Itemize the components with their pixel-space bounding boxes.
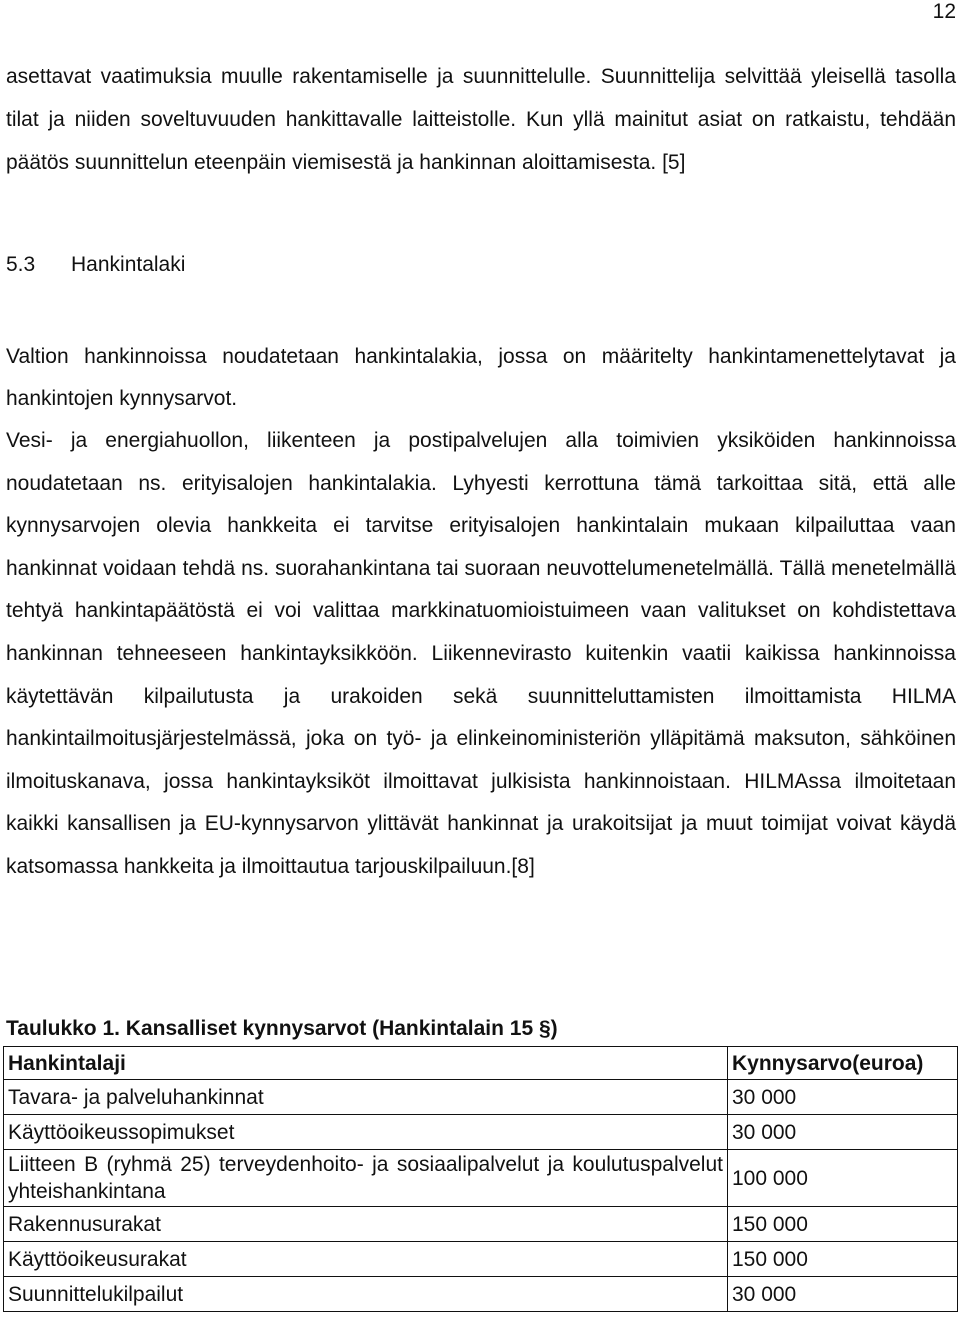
threshold-cell: 100 000 bbox=[728, 1150, 958, 1207]
procurement-type-cell: Liitteen B (ryhmä 25) terveydenhoito- ja sosiaalipalvelut ja koulutuspalvelut yhteishankintana bbox=[4, 1150, 728, 1207]
procurement-type-cell: Käyttöoikeussopimukset bbox=[4, 1115, 728, 1150]
page-number: 12 bbox=[932, 0, 956, 23]
body-paragraph-special-sectors: Vesi- ja energiahuollon, liikenteen ja postipalvelujen alla toimivien yksiköiden hankinnoissa noudatetaan ns. erityisalojen hankintalakia. Lyhyesti kerrottuna tämä tarkoittaa sitä, että alle kynnysarvojen olevia hankkeita ei tarvitse erityisalojen hankintalain mukaan kilpailuttaa vaan hankinnat voidaan tehdä ns. suorahankintana tai suoraan neuvottelumenetelmällä. Tällä menetelmällä tehtyä hankintapäätöstä ei voi valittaa markkinatuomioistuimeen vaan valitukset on kohdistettava hankinnan tehneeseen hankintayksikköön. Liikennevirasto kuitenkin vaatii kaikissa hankinnoissa käytettävän kilpailutusta ja urakoiden sekä suunnitteluttamisten ilmoittamista HILMA hankintailmoitusjärjestelmässä, joka on työ- ja elinkeinoministeriön ylläpitämä maksuton, sähköinen ilmoituskanava, jossa hankintayksiköt ilmoittavat julkisista hankinnoistaan. HILMAssa ilmoitetaan kaikki kansallisen ja EU-kynnysarvon ylittävät hankinnat ja urakoitsijat ja muut toimijat voivat käydä katsomassa hankkeita ja ilmoittautua tarjouskilpailuun.[8] bbox=[6, 429, 956, 878]
section-heading bbox=[6, 250, 185, 280]
threshold-cell: 30 000 bbox=[728, 1080, 958, 1115]
table-row bbox=[4, 1115, 958, 1150]
section-title: Hankintalaki bbox=[71, 253, 186, 276]
table-row bbox=[4, 1207, 958, 1242]
table-row bbox=[4, 1277, 958, 1312]
threshold-cell: 30 000 bbox=[728, 1115, 958, 1150]
thresholds-table bbox=[3, 1046, 958, 1312]
table-row bbox=[4, 1242, 958, 1277]
section-number: 5.3 bbox=[6, 253, 36, 276]
table-row bbox=[4, 1080, 958, 1115]
table-caption: Taulukko 1. Kansalliset kynnysarvot (Hankintalain 15 §) bbox=[6, 1017, 558, 1040]
procurement-type-cell: Suunnittelukilpailut bbox=[4, 1277, 728, 1312]
threshold-cell: 150 000 bbox=[728, 1207, 958, 1242]
procurement-type-cell: Käyttöoikeusurakat bbox=[4, 1242, 728, 1277]
column-header-threshold: Kynnysarvo(euroa) bbox=[728, 1047, 958, 1080]
body-paragraph-intro: asettavat vaatimuksia muulle rakentamiselle ja suunnittelulle. Suunnittelija selvittää yleisellä tasolla tilat ja niiden soveltuvuuden hankittavalle laitteistolle. Kun yllä mainitut asiat on ratkaistu, tehdään päätös suunnittelun eteenpäin viemisestä ja hankinnan aloittamisesta. [5] bbox=[6, 65, 956, 174]
procurement-type-cell: Rakennusurakat bbox=[4, 1207, 728, 1242]
column-header-procurement-type: Hankintalaji bbox=[4, 1047, 728, 1080]
table-row bbox=[4, 1150, 958, 1207]
table-header-row bbox=[4, 1047, 958, 1080]
procurement-type-cell: Tavara- ja palveluhankinnat bbox=[4, 1080, 728, 1115]
body-paragraph-procurement-law: Valtion hankinnoissa noudatetaan hankintalakia, jossa on määritelty hankintamenettelytavat ja hankintojen kynnysarvot. bbox=[6, 345, 956, 410]
threshold-cell: 30 000 bbox=[728, 1277, 958, 1312]
threshold-cell: 150 000 bbox=[728, 1242, 958, 1277]
